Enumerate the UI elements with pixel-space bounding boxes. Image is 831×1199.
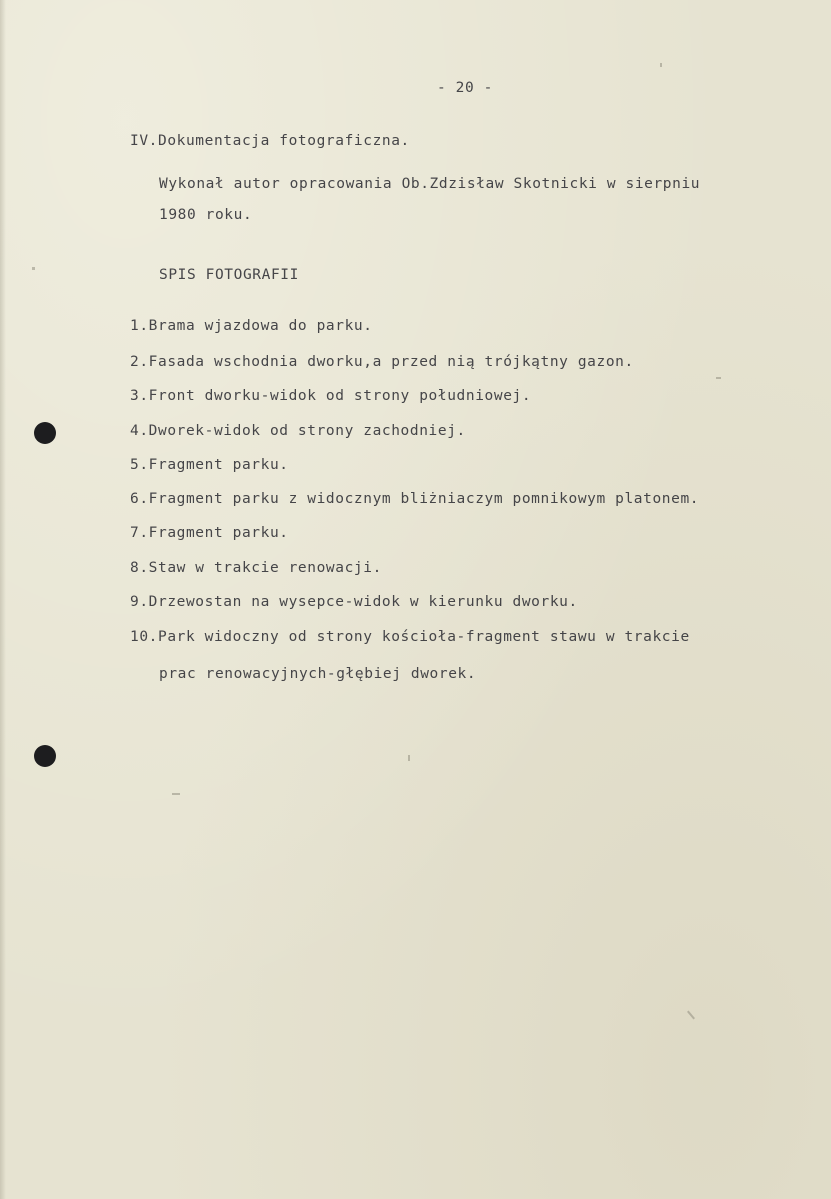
photo-list-item-continuation: prac renowacyjnych-głębiej dworek.	[159, 666, 477, 682]
photo-list-item: 3.Front dworku-widok od strony południowej.	[130, 388, 532, 404]
author-note-line-1: Wykonał autor opracowania Ob.Zdzisław Skotnicki w sierpniu	[159, 176, 701, 192]
photo-list-item: 5.Fragment parku.	[130, 457, 289, 473]
section-heading: IV.Dokumentacja fotograficzna.	[130, 133, 410, 149]
photo-list-item: 10.Park widoczny od strony kościoła-fragment stawu w trakcie	[130, 629, 690, 645]
photo-list-item: 7.Fragment parku.	[130, 525, 289, 541]
photo-list-item: 2.Fasada wschodnia dworku,a przed nią trójkątny gazon.	[130, 354, 634, 370]
paper-speck	[660, 63, 662, 67]
punch-hole-upper	[34, 422, 56, 444]
paper-speck	[32, 267, 35, 270]
photo-list-item: 1.Brama wjazdowa do parku.	[130, 318, 373, 334]
list-title: SPIS FOTOGRAFII	[159, 267, 299, 283]
photo-list-item: 9.Drzewostan na wysepce-widok w kierunku dworku.	[130, 594, 578, 610]
paper-speck	[408, 755, 410, 761]
photo-list-item: 4.Dworek-widok od strony zachodniej.	[130, 423, 466, 439]
punch-hole-lower	[34, 745, 56, 767]
author-note-line-2: 1980 roku.	[159, 207, 253, 223]
paper-speck	[172, 793, 180, 795]
photo-list-item: 8.Staw w trakcie renowacji.	[130, 560, 382, 576]
photo-list-item: 6.Fragment parku z widocznym bliżniaczym pomnikowym platonem.	[130, 491, 700, 507]
page-number: - 20 -	[437, 80, 493, 96]
paper-speck	[716, 377, 721, 379]
paper-speck	[687, 1011, 695, 1020]
